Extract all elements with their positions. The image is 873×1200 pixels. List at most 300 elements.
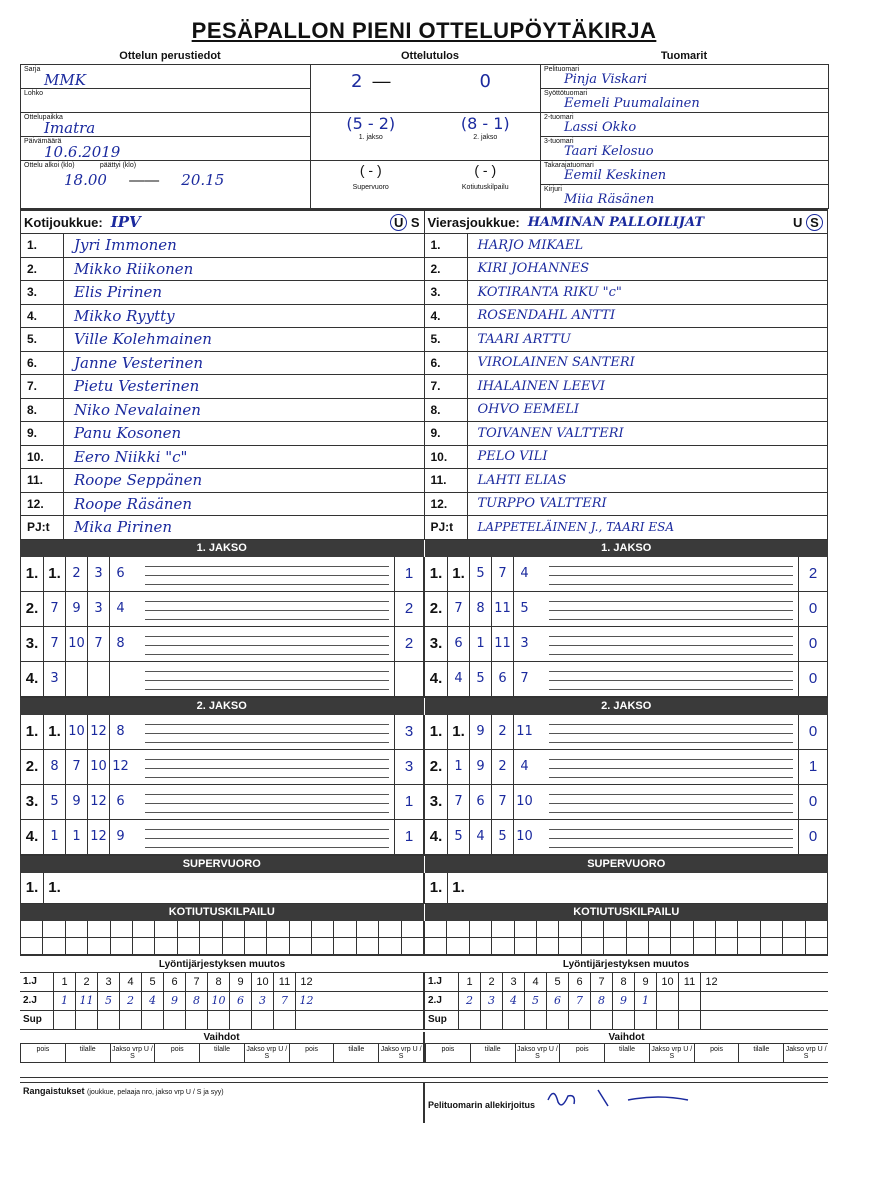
batting-cell: 7	[43, 592, 65, 626]
away-inning	[423, 627, 827, 661]
inning-row	[21, 750, 827, 785]
home-player-row	[21, 328, 424, 352]
batting-cell: 7	[87, 627, 109, 661]
lineup-cell	[678, 1011, 700, 1029]
lineup-cell	[590, 1011, 612, 1029]
batting-cell: 1.	[43, 557, 65, 591]
player-number: 5.	[21, 328, 64, 351]
inning-row	[21, 662, 827, 697]
lineup-cell: 8	[590, 992, 612, 1010]
inning-number: 4.	[25, 828, 39, 845]
lineup-row-label: 2.J	[23, 994, 37, 1006]
runs-value: 0	[798, 592, 827, 626]
batting-cell: 4	[447, 662, 469, 696]
vaihdot-col-tilalle: tilalle	[604, 1044, 649, 1062]
batting-cell: 6	[447, 627, 469, 661]
batting-cell: 8	[469, 592, 491, 626]
lineup-cell: 9	[612, 992, 634, 1010]
away-inning	[423, 785, 827, 819]
player-number: 4.	[21, 305, 64, 328]
player-name: KOTIRANTA RIKU "c"	[477, 284, 622, 300]
home-team: Kotijoukkue: IPV U S 1. Jyri Immonen 2. Mikko Riikonen 3. Elis Pirinen 4. Mikko Ryytty 5. Ville Kolehmainen 6. Janne Vesterinen 7. Pietu Vesterinen 8. Niko Nevalainen 9. Panu Kosonen 10. Eero Niikki "c" 11. Roope Seppänen 12. Roope Räsänen PJ:t Mika Pirinen	[21, 211, 424, 539]
lineup-row	[20, 991, 423, 1010]
referee-4: Takarajatuomari Eemil Keskinen	[541, 161, 829, 185]
away-player-row	[425, 281, 828, 305]
info-header: Ottelun perustiedot	[119, 50, 221, 62]
player-number: 8.	[425, 399, 468, 422]
lineup-change-header-away: Lyöntijärjestyksen muutos	[562, 958, 690, 970]
batting-cell: 6	[469, 785, 491, 819]
away-score: 0	[479, 71, 491, 92]
vaihdot-col-tilalle: tilalle	[65, 1044, 110, 1062]
batting-cell: 7	[491, 557, 513, 591]
lineup-cell: 11	[273, 973, 295, 991]
supervuoro-header-away: SUPERVUORO	[424, 856, 829, 873]
lineup-cell	[163, 1011, 185, 1029]
batting-cell	[87, 662, 109, 696]
lineup-cell: 9	[163, 992, 185, 1010]
inning-number: 2.	[25, 758, 39, 775]
lineup-cell	[634, 1011, 656, 1029]
batting-cell: 6	[491, 662, 513, 696]
lineup-cell: 5	[524, 992, 546, 1010]
lineup-cell: 9	[634, 973, 656, 991]
vaihdot-col-tilalle: tilalle	[333, 1044, 378, 1062]
kotiutus-header-home: KOTIUTUSKILPAILU	[20, 904, 424, 921]
basic-info-table: Sarja MMK 2 — 0 Pelituomari Pinja Viskari Lohko Syöttötuomari Eemeli Puumalainen Ottelupaikka Imatra (5 - 2) 1. jakso (8 - 1) 2. jakso 2-tuomari Lassi Okko Päivämäärä 10.6.2019 3-tuomari Taari Kelosuo Ottelu alkoi (klo) päättyi (klo) 18.00 —— 20.15 ( - ) Supervuoro ( - ) Kotiutuskilpailu Takarajatuomari Eemil Keskinen Kirjuri Miia Räsänen	[20, 64, 829, 209]
player-number: 8.	[21, 399, 64, 422]
home-inning	[21, 820, 423, 854]
jakso1-score: (5 - 2)	[346, 114, 396, 133]
runs-value: 0	[798, 820, 827, 854]
player-number: 7.	[425, 375, 468, 398]
player-number: 6.	[21, 352, 64, 375]
lineup-cell: 4	[141, 992, 163, 1010]
batting-cell: 5	[469, 557, 491, 591]
vaihdot-col-pois: pois	[425, 1044, 470, 1062]
player-name: LAHTI ELIAS	[477, 472, 567, 488]
home-player-row	[21, 258, 424, 282]
batting-cell: 8	[109, 715, 131, 749]
lineup-cell: 5	[546, 973, 568, 991]
inning-row	[21, 627, 827, 662]
player-number: 2.	[425, 258, 468, 281]
batting-cell: 3	[87, 557, 109, 591]
lohko-cell: Lohko	[21, 89, 311, 113]
lineup-cell: 6	[163, 973, 185, 991]
player-name: Elis Pirinen	[74, 283, 163, 302]
batting-cell: 1.	[447, 715, 469, 749]
player-name: VIROLAINEN SANTERI	[477, 355, 635, 371]
home-player-row	[21, 305, 424, 329]
runs-value: 0	[798, 715, 827, 749]
referee-3: 3-tuomari Taari Kelosuo	[541, 137, 829, 161]
away-player-row	[425, 305, 828, 329]
lineup-cell: 11	[75, 992, 97, 1010]
home-player-row	[21, 399, 424, 423]
batting-cell: 10	[513, 820, 535, 854]
inning-number: 3.	[25, 635, 39, 652]
batting-cell: 4	[513, 557, 535, 591]
inning-number: 2.	[429, 600, 443, 617]
player-number: 1.	[21, 234, 64, 257]
section-headers	[20, 50, 828, 64]
lineup-cell: 6	[546, 992, 568, 1010]
batting-cell: 1	[43, 820, 65, 854]
runs-value: 2	[394, 627, 423, 661]
runs-value: 0	[798, 785, 827, 819]
inning-row	[21, 785, 827, 820]
home-score: 2	[351, 71, 363, 92]
home-team-name: IPV	[110, 213, 141, 231]
batting-cell: 9	[109, 820, 131, 854]
batting-cell: 9	[469, 750, 491, 784]
away-player-row	[425, 493, 828, 517]
lineup-cell	[700, 1011, 722, 1029]
lineup-cell	[229, 1011, 251, 1029]
lineup-cell: 4	[502, 992, 524, 1010]
lineup-cell: 4	[524, 973, 546, 991]
lineup-cell: 7	[568, 992, 590, 1010]
inning-number: 3.	[429, 635, 443, 652]
player-number: 12.	[21, 493, 64, 516]
inning-number: 4.	[429, 828, 443, 845]
vaihdot-col-tilalle: tilalle	[738, 1044, 783, 1062]
batting-cell: 1.	[447, 557, 469, 591]
runs-value: 2	[394, 592, 423, 626]
vaihdot-col-pois: pois	[154, 1044, 199, 1062]
player-name: Pietu Vesterinen	[74, 377, 200, 396]
player-name: TOIVANEN VALTTERI	[477, 425, 624, 441]
lineup-cell	[75, 1011, 97, 1029]
inning-number: 3.	[25, 793, 39, 810]
vaihdot-col-jakso: Jakso vrp U / S	[378, 1044, 423, 1062]
home-inning	[21, 592, 423, 626]
vaihdot-header-home: Vaihdot	[203, 1031, 240, 1043]
player-number: 3.	[425, 281, 468, 304]
kotiutus-score: ( - )	[474, 162, 497, 178]
batting-cell: 7	[513, 662, 535, 696]
player-name: OHVO EEMELI	[477, 402, 579, 418]
vaihdot-col-jakso: Jakso vrp U / S	[649, 1044, 694, 1062]
lineup-cell: 2	[75, 973, 97, 991]
batting-cell: 5	[513, 592, 535, 626]
away-inning	[423, 715, 827, 749]
lineup-cell	[700, 992, 722, 1010]
away-player-row	[425, 258, 828, 282]
home-player-row	[21, 352, 424, 376]
batting-cell: 4	[513, 750, 535, 784]
home-inning	[21, 557, 423, 591]
lineup-cell: 6	[229, 992, 251, 1010]
batting-cell: 3	[513, 627, 535, 661]
lineup-cell: 2	[458, 992, 480, 1010]
batting-cell: 2	[491, 715, 513, 749]
lineup-cell: 7	[185, 973, 207, 991]
inning-number: 3.	[429, 793, 443, 810]
runs-value: 0	[798, 627, 827, 661]
vaihdot-col-jakso: Jakso vrp U / S	[515, 1044, 560, 1062]
vaihdot-col-pois: pois	[694, 1044, 739, 1062]
lineup-cell: 3	[480, 992, 502, 1010]
batting-cell	[65, 662, 87, 696]
away-player-row	[425, 399, 828, 423]
jakso2-score: (8 - 1)	[460, 114, 510, 133]
batting-cell: 1	[469, 627, 491, 661]
home-inning	[21, 715, 423, 749]
vaihdot-header-away: Vaihdot	[608, 1031, 645, 1043]
lineup-cell	[207, 1011, 229, 1029]
lineup-cell: 10	[656, 973, 678, 991]
referee-0: Pelituomari Pinja Viskari	[541, 65, 829, 89]
lineup-cell: 2	[119, 992, 141, 1010]
player-name: Ville Kolehmainen	[74, 330, 212, 349]
away-player-row	[425, 446, 828, 470]
batting-cell: 4	[109, 592, 131, 626]
batting-cell: 7	[43, 627, 65, 661]
batting-cell: 6	[109, 557, 131, 591]
lineup-cell: 7	[273, 992, 295, 1010]
away-pj: LAPPETELÄINEN J., TAARI ESA	[477, 520, 674, 535]
player-number: 2.	[21, 258, 64, 281]
inning-number: 2.	[429, 758, 443, 775]
lineup-row-label: Sup	[428, 1013, 447, 1025]
away-team-name: HAMINAN PALLOILIJAT	[527, 214, 705, 230]
vaihdot-col-pois: pois	[559, 1044, 604, 1062]
lineup-cell	[97, 1011, 119, 1029]
vaihdot-col-jakso: Jakso vrp U / S	[110, 1044, 155, 1062]
vaihdot-col-pois: pois	[289, 1044, 334, 1062]
lineup-cell: 1	[458, 973, 480, 991]
vaihdot-col-jakso: Jakso vrp U / S	[783, 1044, 828, 1062]
supervuoro-score: ( - )	[359, 162, 382, 178]
lineup-cell: 8	[207, 973, 229, 991]
inning-row	[21, 592, 827, 627]
player-name: PELO VILI	[477, 449, 548, 465]
away-player-row	[425, 469, 828, 493]
sarja-value: MMK	[44, 71, 86, 89]
runs-value: 1	[798, 750, 827, 784]
lineup-cell	[568, 1011, 590, 1029]
lineup-cell: 1	[53, 992, 75, 1010]
batting-cell: 7	[447, 785, 469, 819]
player-number: 9.	[425, 422, 468, 445]
player-number: 7.	[21, 375, 64, 398]
lineup-row-label: 1.J	[428, 975, 442, 987]
lineup-cell: 10	[207, 992, 229, 1010]
lineup-cell	[656, 992, 678, 1010]
player-name: ROSENDAHL ANTTI	[477, 308, 616, 324]
player-name: Roope Seppänen	[74, 471, 203, 490]
player-name: IHALAINEN LEEVI	[477, 378, 606, 394]
runs-value: 2	[798, 557, 827, 591]
player-name: Eero Niikki "c"	[74, 447, 188, 466]
player-number: 10.	[21, 446, 64, 469]
batting-cell: 5	[447, 820, 469, 854]
lineup-cell: 8	[185, 992, 207, 1010]
player-name: HARJO MIKAEL	[477, 237, 584, 253]
home-inning	[21, 662, 423, 696]
batting-cell	[109, 662, 131, 696]
lineup-cell	[185, 1011, 207, 1029]
runs-value: 0	[798, 662, 827, 696]
player-name: Janne Vesterinen	[74, 353, 204, 372]
runs-value: 3	[394, 750, 423, 784]
vaihdot-col-pois: pois	[20, 1044, 65, 1062]
home-inning	[21, 785, 423, 819]
sarja-cell: Sarja MMK	[21, 65, 311, 89]
home-player-row	[21, 234, 424, 258]
signature-field: Pelituomarin allekirjoitus	[423, 1083, 828, 1123]
lineup-cell: 7	[590, 973, 612, 991]
lineup-cell	[480, 1011, 502, 1029]
away-player-row	[425, 234, 828, 258]
batting-cell: 3	[43, 662, 65, 696]
batting-cell: 11	[491, 627, 513, 661]
home-player-row	[21, 469, 424, 493]
player-number: 12.	[425, 493, 468, 516]
lineup-cell: 12	[295, 992, 317, 1010]
away-inning	[423, 750, 827, 784]
lineup-cell: 3	[97, 973, 119, 991]
away-player-row	[425, 328, 828, 352]
lineup-row	[425, 1010, 828, 1029]
lineup-cell	[251, 1011, 273, 1029]
batting-cell: 12	[87, 820, 109, 854]
runs-value	[394, 662, 423, 696]
jakso1-grid	[20, 557, 828, 698]
batting-cell: 11	[491, 592, 513, 626]
lineup-cell: 6	[568, 973, 590, 991]
lineup-cell: 8	[612, 973, 634, 991]
lineup-cell: 4	[119, 973, 141, 991]
batting-cell: 1	[447, 750, 469, 784]
supervuoro-row: 1. 1. 1. 1.	[20, 873, 828, 904]
home-inning	[21, 750, 423, 784]
vaihdot-col-tilalle: tilalle	[199, 1044, 244, 1062]
kotiutus-row	[21, 921, 827, 938]
away-inning	[423, 592, 827, 626]
lineup-cell: 11	[678, 973, 700, 991]
runs-value: 1	[394, 557, 423, 591]
batting-cell: 2	[491, 750, 513, 784]
signature-image	[538, 1086, 738, 1108]
lineup-row-label: 1.J	[23, 975, 37, 987]
player-number: 11.	[425, 469, 468, 492]
batting-cell: 7	[447, 592, 469, 626]
lineup-cell: 1	[634, 992, 656, 1010]
batting-cell: 10	[87, 750, 109, 784]
page-title: PESÄPALLON PIENI OTTELUPÖYTÄKIRJA	[191, 18, 657, 43]
batting-cell: 12	[109, 750, 131, 784]
lineup-cell	[273, 1011, 295, 1029]
jakso1-header-home: 1. JAKSO	[20, 540, 424, 557]
lineup-cell: 1	[53, 973, 75, 991]
runs-value: 1	[394, 785, 423, 819]
player-number: 10.	[425, 446, 468, 469]
player-number: 9.	[21, 422, 64, 445]
lineup-change-header-home: Lyöntijärjestyksen muutos	[158, 958, 286, 970]
lineup-row	[20, 972, 423, 991]
batting-cell: 12	[87, 715, 109, 749]
time-cell: Ottelu alkoi (klo) päättyi (klo) 18.00 —— 20.15	[21, 161, 311, 209]
away-team: Vierasjoukkue: HAMINAN PALLOILIJAT U S 1. HARJO MIKAEL 2. KIRI JOHANNES 3. KOTIRANTA RIKU "c" 4. ROSENDAHL ANTTI 5. TAARI ARTTU 6. VIROLAINEN SANTERI 7. IHALAINEN LEEVI 8. OHVO EEMELI 9. TOIVANEN VALTTERI 10. PELO VILI 11. LAHTI ELIAS 12. TURPPO VALTTERI PJ:t LAPPETELÄINEN J., TAARI ESA	[424, 211, 828, 539]
away-player-row	[425, 422, 828, 446]
inning-number: 2.	[25, 600, 39, 617]
runs-value: 1	[394, 820, 423, 854]
home-player-row	[21, 493, 424, 517]
lineup-cell	[295, 1011, 317, 1029]
player-name: TAARI ARTTU	[477, 331, 571, 347]
referee-5: Kirjuri Miia Räsänen	[541, 185, 829, 209]
lineup-cell	[458, 1011, 480, 1029]
lineup-row-label: Sup	[23, 1013, 42, 1025]
lineup-cell	[53, 1011, 75, 1029]
jakso2-grid	[20, 715, 828, 856]
player-name: Niko Nevalainen	[74, 400, 201, 419]
home-inning	[21, 627, 423, 661]
batting-cell: 2	[65, 557, 87, 591]
batting-cell: 8	[109, 627, 131, 661]
player-name: Roope Räsänen	[74, 494, 193, 513]
lineup-cell: 3	[251, 992, 273, 1010]
player-number: 4.	[425, 305, 468, 328]
away-inning	[423, 557, 827, 591]
lineup-cell: 3	[502, 973, 524, 991]
away-player-row	[425, 375, 828, 399]
inning-number: 1.	[25, 565, 39, 582]
batting-cell: 1.	[43, 715, 65, 749]
player-name: KIRI JOHANNES	[477, 261, 590, 277]
player-name: Mikko Riikonen	[74, 259, 194, 278]
inning-row	[21, 715, 827, 750]
batting-cell: 10	[513, 785, 535, 819]
supervuoro-header-home: SUPERVUORO	[20, 856, 424, 873]
teams	[20, 209, 828, 540]
away-inning	[423, 820, 827, 854]
lineup-cell	[141, 1011, 163, 1029]
batting-cell: 8	[43, 750, 65, 784]
lineup-cell: 12	[700, 973, 722, 991]
home-player-row	[21, 422, 424, 446]
lineup-cell	[678, 992, 700, 1010]
kotiutus-grid	[20, 921, 828, 956]
lineup-cell	[612, 1011, 634, 1029]
lineup-cell: 2	[480, 973, 502, 991]
player-number: 11.	[21, 469, 64, 492]
runs-value: 3	[394, 715, 423, 749]
lineup-cell	[119, 1011, 141, 1029]
home-player-row	[21, 375, 424, 399]
home-player-row	[21, 281, 424, 305]
lineup-cell	[546, 1011, 568, 1029]
lineup-cell: 5	[97, 992, 119, 1010]
batting-cell: 5	[491, 820, 513, 854]
pvm-cell: Päivämäärä 10.6.2019	[21, 137, 311, 161]
inning-number: 1.	[429, 723, 443, 740]
batting-cell: 1	[65, 820, 87, 854]
lineup-cell	[656, 1011, 678, 1029]
result-header: Ottelutulos	[400, 50, 460, 62]
player-number: 5.	[425, 328, 468, 351]
lineup-row	[425, 972, 828, 991]
lineup-row-label: 2.J	[428, 994, 442, 1006]
lineup-cell: 9	[229, 973, 251, 991]
inning-number: 4.	[25, 670, 39, 687]
batting-cell: 9	[65, 785, 87, 819]
batting-cell: 12	[87, 785, 109, 819]
lineup-cell: 5	[141, 973, 163, 991]
